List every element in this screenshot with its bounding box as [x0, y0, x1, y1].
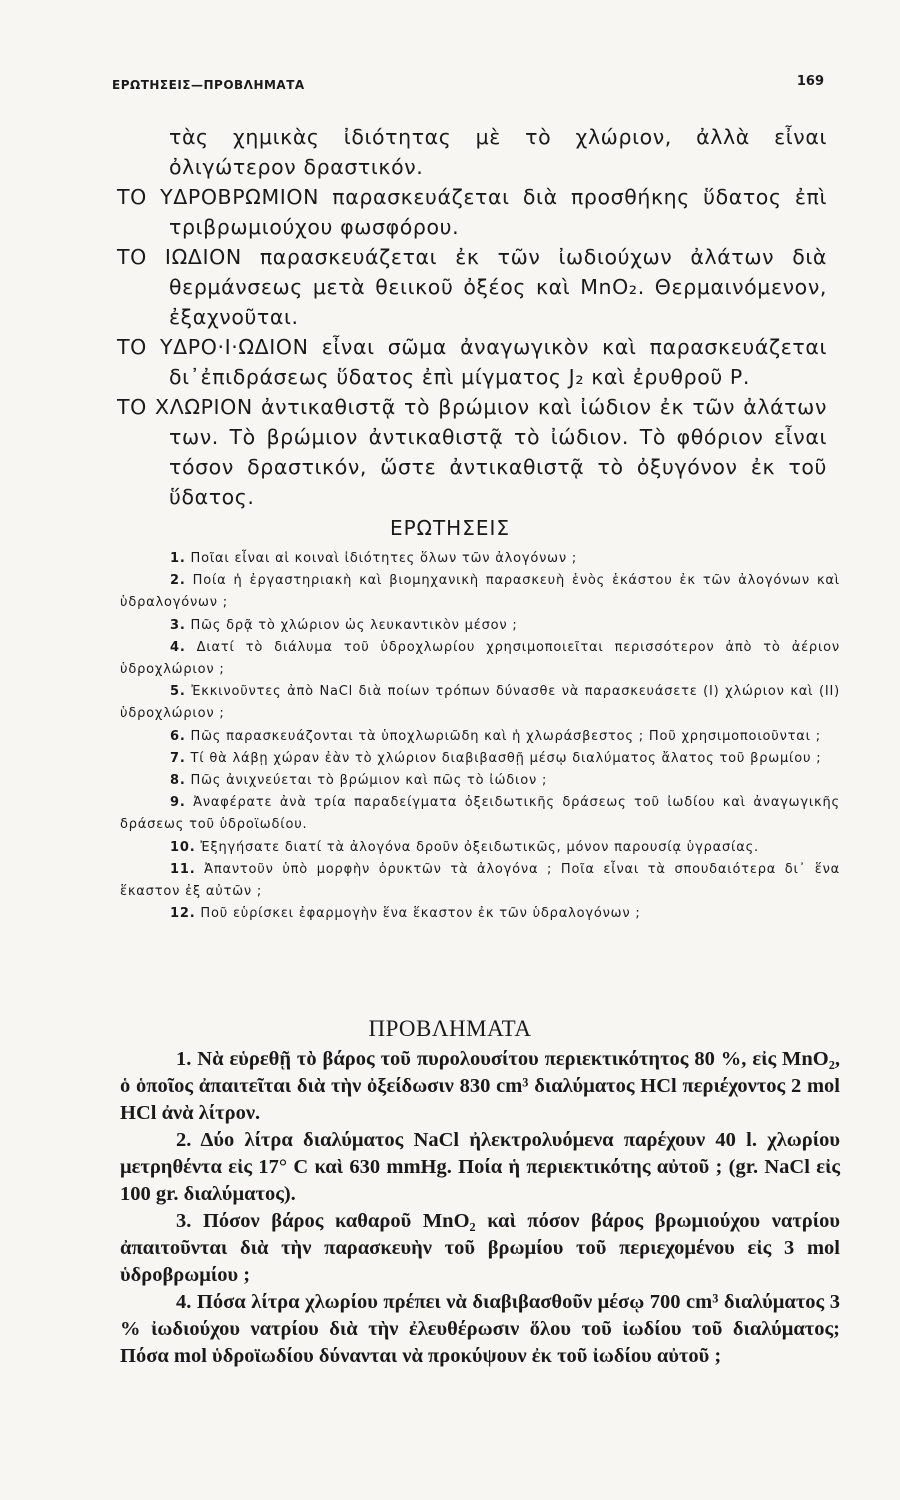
question-text: Ποῦ εὑρίσκει ἐφαρμογὴν ἕνα ἕκαστον ἐκ τῶν ὑδραλογόνων ;: [200, 906, 641, 922]
question-number: 9.: [170, 795, 186, 811]
running-header: [112, 74, 824, 98]
question-item: [120, 792, 840, 836]
question-text: Ἀπαντοῦν ὑπὸ μορφὴν ὀρυκτῶν τὰ ἀλογόνα ; Ποῖα εἶναι τὰ σπουδαιότερα δι᾽ ἕνα ἕκαστον ἐξ αὐτῶν ;: [120, 861, 840, 900]
question-text: Πῶς δρᾷ τὸ χλώριον ὡς λευκαντικὸν μέσον ;: [190, 617, 518, 633]
question-text: Ἐξηγήσατε διατί τὰ ἀλογόνα δροῦν ὀξειδωτικῶς, μόνον παρουσίᾳ ὑγρασίας.: [200, 839, 759, 855]
question-item: [120, 726, 840, 748]
question-item: [120, 637, 840, 681]
page-number: 169: [796, 74, 824, 89]
question-item: [120, 570, 840, 614]
question-text: Ἐκκινοῦντες ἀπὸ NaCl διὰ ποίων τρόπων δύνασθε νὰ παρασκευάσετε (I) χλώριον καὶ (II) ὑδροχλώριον ;: [120, 684, 840, 722]
problem-item: 1. Νὰ εὑρεθῇ τὸ βάρος τοῦ πυρολουσίτου περιεκτικότητος 80 %, εἰς MnO₂, ὁ ὁποῖος ἀπαιτεῖται διὰ τὴν ὀξείδωσιν 830 cm³ διαλύματος HCl περιέχοντος 2 mol HCl ἀνὰ λίτρον.: [120, 1048, 840, 1124]
question-number: 4.: [170, 639, 186, 655]
intro-section: [117, 122, 827, 512]
questions-list: [120, 548, 840, 925]
question-item: [120, 903, 840, 925]
question-text: Πῶς παρασκευάζονται τὰ ὑποχλωριῶδη καὶ ἡ χλωράσβεστος ; Ποῦ χρησιμοποιοῦνται ;: [190, 728, 821, 744]
intro-paragraph: ΤΟ ΙΩΔΙΟΝ παρασκευάζεται ἐκ τῶν ἰωδιούχων ἀλάτων διὰ θερμάνσεως μετὰ θειικοῦ ὀξέος καὶ MnO₂. Θερμαινόμενον, ἐξαχνοῦται.: [117, 245, 827, 329]
problem-item: 4. Πόσα λίτρα χλωρίου πρέπει νὰ διαβιβασθοῦν μέσῳ 700 cm³ διαλύματος 3 % ἰωδιούχου νατρίου διὰ τὴν ἐλευθέρωσιν ὅλου τοῦ ἰωδίου τοῦ διαλύματος; Πόσα mol ὑδροϊωδίου δύνανται νὰ προκύψουν ἐκ τοῦ ἰωδίου αὐτοῦ ;: [120, 1291, 840, 1367]
question-item: [120, 615, 840, 637]
questions-heading: ΕΡΩΤΗΣΕΙΣ: [389, 516, 511, 540]
question-number: 1.: [170, 551, 186, 566]
question-number: 11.: [170, 861, 196, 877]
question-number: 10.: [170, 839, 196, 855]
intro-paragraph: ΤΟ ΥΔΡΟΒΡΩΜΙΟΝ παρασκευάζεται διὰ προσθήκης ὕδατος ἐπὶ τριβρωμιούχου φωσφόρου.: [117, 185, 827, 239]
question-number: 3.: [170, 617, 186, 633]
intro-paragraph: τὰς χημικὰς ἰδιότητας μὲ τὸ χλώριον, ἀλλὰ εἶναι ὀλιγώτερον δραστικόν.: [169, 125, 827, 179]
question-text: Πῶς ἀνιχνεύεται τὸ βρώμιον καὶ πῶς τὸ ἰώδιον ;: [190, 773, 548, 789]
intro-paragraph: ΤΟ ΥΔΡΟ·Ι·ΩΔΙΟΝ εἶναι σῶμα ἀναγωγικὸν καὶ παρασκευάζεται δι᾽ἐπιδράσεως ὕδατος ἐπὶ μίγματος J₂ καὶ ἐρυθροῦ Ρ.: [117, 335, 827, 389]
problem-item: 3. Πόσον βάρος καθαροῦ MnO₂ καὶ πόσον βάρος βρωμιούχου νατρίου ἀπαιτοῦνται διὰ τὴν παρασκευὴν τοῦ βρωμίου τοῦ περιεχομένου εἰς 3 mol ὑδροβρωμίου ;: [120, 1210, 840, 1286]
intro-paragraph: ΤΟ ΧΛΩΡΙΟΝ ἀντικαθιστᾷ τὸ βρώμιον καὶ ἰώδιον ἐκ τῶν ἀλάτων των. Τὸ βρώμιον ἀντικαθιστᾷ τὸ ἰώδιον. Τὸ φθόριον εἶναι τόσον δραστικόν, ὥστε ἀντικαθιστᾷ τὸ ὀξυγόνον ἐκ τοῦ ὕδατος.: [117, 395, 827, 509]
problem-item: 2. Δύο λίτρα διαλύματος NaCl ἠλεκτρολυόμενα παρέχουν 40 l. χλωρίου μετρηθέντα εἰς 17° C καὶ 630 mmHg. Ποία ἡ περιεκτικότης αὐτοῦ ; (gr. NaCl εἰς 100 gr. διαλύματος).: [120, 1129, 840, 1205]
question-text: Διατί τὸ διάλυμα τοῦ ὑδροχλωρίου χρησιμοποιεῖται περισσότερον ἀπὸ τὸ ἀέριον ὑδροχλώριον ;: [120, 639, 840, 678]
question-item: [120, 681, 840, 725]
question-text: Ποία ἡ ἐργαστηριακὴ καὶ βιομηχανικὴ παρασκευὴ ἑνὸς ἑκάστου ἐκ τῶν ἀλογόνων καὶ ὑδραλογόνων ;: [120, 573, 840, 611]
problems-heading: ΠΡΟΒΛΗΜΑΤΑ: [368, 1016, 532, 1041]
question-number: 8.: [170, 773, 186, 789]
question-item: [120, 859, 840, 903]
question-number: 6.: [170, 728, 186, 744]
question-item: [120, 548, 840, 570]
question-text: Τί θὰ λάβῃ χώραν ἐὰν τὸ χλώριον διαβιβασθῇ μέσῳ διαλύματος ἄλατος τοῦ βρωμίου ;: [190, 750, 822, 766]
question-item: [120, 837, 840, 859]
question-number: 5.: [170, 684, 186, 700]
question-text: Ἀναφέρατε ἀνὰ τρία παραδείγματα ὀξειδωτικῆς δράσεως τοῦ ἰωδίου καὶ ἀναγωγικῆς δράσεως τοῦ ὑδροϊωδίου.: [120, 795, 840, 833]
question-item: [120, 748, 840, 770]
question-number: 2.: [170, 573, 186, 589]
question-number: 12.: [170, 906, 196, 922]
header-title: ΕΡΩΤΗΣΕΙΣ—ΠΡΟΒΛΗΜΑΤΑ: [112, 78, 305, 92]
question-item: [120, 770, 840, 792]
question-number: 7.: [170, 750, 186, 766]
problems-list: [120, 1046, 840, 1370]
question-text: Ποῖαι εἶναι αἱ κοιναὶ ἰδιότητες ὅλων τῶν ἀλογόνων ;: [190, 551, 578, 566]
